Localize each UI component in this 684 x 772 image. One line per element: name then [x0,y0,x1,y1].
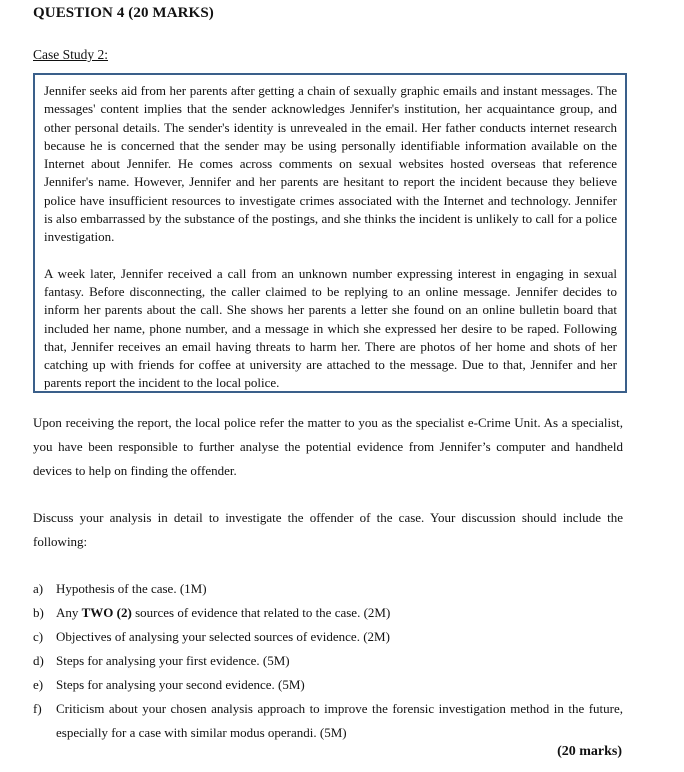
body-paragraph: Discuss your analysis in detail to investigate the offender of the case. Your discussion should include the following: [33,510,623,549]
question-item-b [33,601,623,625]
question-item-a [33,577,623,601]
question-text: Objectives of analysing your selected sources of evidence. (2M) [56,629,390,644]
question-item-d [33,649,623,673]
case-paragraph: A week later, Jennifer received a call from an unknown number expressing interest in engaging in sexual fantasy. Before disconnecting, the caller claimed to be replying to an online message. Jennifer decides to inform her parents about the call. She shows her parents a letter she found on an online bulletin board that included her name, phone number, and a message in which she expressed her desire to be raped. Following that, Jennifer receives an email having threats to harm her. There are photos of her home and shots of her catching up with friends for coffee at university are attached to the message. Due to that, Jennifer and her parents report the incident to the local police. [44,265,617,391]
question-item-e [33,673,623,697]
question-item-c [33,625,623,649]
question-letter: b) [33,605,44,620]
case-paragraph: Jennifer seeks aid from her parents after getting a chain of sexually graphic emails and instant messages. The messages' content implies that the sender acknowledges Jennifer's institution, her acquaintance group, and other personal details. The sender's identity is unrevealed in the email. Her father conducts internet research because he is concerned that the sender may be using personally identifiable information available on the Internet about Jennifer. He comes across comments on sexual websites hosted overseas that reference Jennifer's name. However, Jennifer and her parents are hesitant to report the incident because they believe police have insufficient resources to investigate crimes associated with the Internet and technology. Jennifer is also embarrassed by the substance of the postings, and she thinks the incident is unlikely to call for a police investigation. [44,83,617,245]
question-letter: e) [33,677,44,692]
question-text: Steps for analysing your first evidence. (5M) [56,653,290,668]
question-emphasis: TWO (2) [81,605,132,620]
question-item-f [33,697,623,745]
question-letter: c) [33,629,44,644]
question-letter: f) [33,701,42,716]
question-text: Criticism about your chosen analysis approach to improve the forensic investigation method in the future, especially for a case with similar modus operandi. (5M) [56,701,623,740]
case-study-label: Case Study 2: [33,47,109,62]
body-paragraph: Upon receiving the report, the local police refer the matter to you as the specialist e-Crime Unit. As a specialist, you have been responsible to further analyse the potential evidence from Jennifer’s computer and handheld devices to help on finding the offender. [33,415,623,478]
question-text: Any TWO (2) sources of evidence that related to the case. (2M) [56,605,391,620]
case-study-box [33,73,627,393]
question-heading: QUESTION 4 (20 MARKS) [33,5,214,21]
total-marks: (20 marks) [557,744,622,759]
question-text: Hypothesis of the case. (1M) [56,581,207,596]
question-letter: d) [33,653,44,668]
question-text: Steps for analysing your second evidence. (5M) [56,677,305,692]
question-letter: a) [33,581,44,596]
question-list [33,577,623,745]
